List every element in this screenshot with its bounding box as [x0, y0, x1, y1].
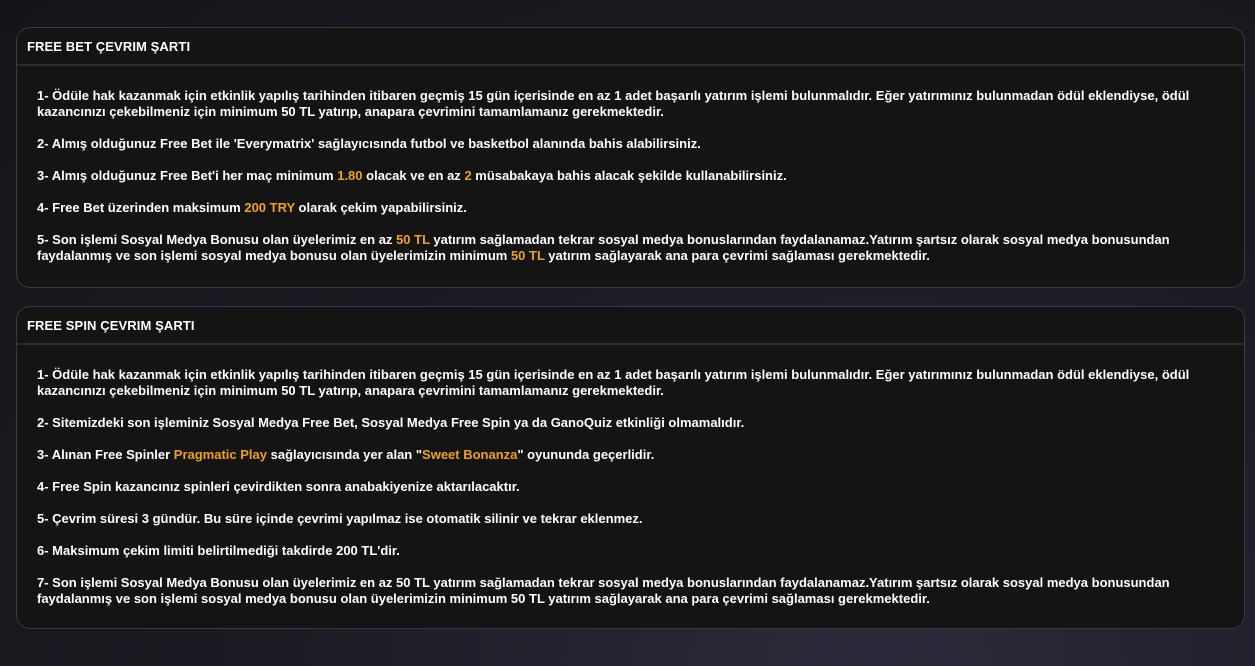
- free-spin-rule-1: 1- Ödüle hak kazanmak için etkinlik yapılış tarihinden itibaren geçmiş 15 gün içerisinde en az 1 adet başarılı yatırım işlemi bulunmalıdır. Eğer yatırımınız bulunmadan ödül eklendiyse, ödül kazancınızı çekebilmeniz için minimum 50 TL yatırıp, anapara çevrimini tamamlamanız gerekmektedir.: [37, 367, 1190, 398]
- max-withdraw-highlight: 200 TRY: [244, 200, 295, 215]
- free-bet-terms-body: [16, 66, 1245, 288]
- free-spin-rule-3: [37, 447, 1224, 463]
- game-name-highlight: Sweet Bonanza: [422, 447, 518, 462]
- rule-text: olacak ve en az: [362, 168, 465, 183]
- free-bet-rule-2: 2- Almış olduğunuz Free Bet ile 'Everymatrix' sağlayıcısında futbol ve basketbol alanında bahis alabilirsiniz.: [37, 136, 701, 151]
- free-spin-rule-7: 7- Son işlemi Sosyal Medya Bonusu olan üyelerimiz en az 50 TL yatırım sağlamadan tekrar sosyal medya bonuslarından faydalanamaz.Yatırım şartsız olarak sosyal medya bonusundan faydalanmış ve son işlemi sosyal medya bonusu olan üyelerimizin minimum 50 TL yatırım sağlayarak ana para çevrimi sağlaması gerekmektedir.: [37, 575, 1170, 606]
- free-bet-rule-4: [37, 200, 1224, 216]
- rule-text: 5- Son işlemi Sosyal Medya Bonusu olan üyelerimiz en az: [37, 232, 397, 247]
- free-bet-terms-panel: [16, 27, 1245, 288]
- rule-text: 3- Almış olduğunuz Free Bet'i her maç minimum: [37, 168, 338, 183]
- rule-text: 3- Alınan Free Spinler: [37, 447, 174, 462]
- free-spin-rule-4: 4- Free Spin kazancınız spinleri çevirdikten sonra anabakiyenize aktarılacaktır.: [37, 479, 520, 494]
- free-spin-terms-title: FREE SPIN ÇEVRIM ŞARTI: [16, 306, 1245, 343]
- free-spin-terms-panel: [16, 306, 1245, 629]
- rule-text: 4- Free Bet üzerinden maksimum: [37, 200, 245, 215]
- rule-text: yatırım sağlamadan tekrar sosyal medya bonuslarından faydalanamaz.Yatırım şartsız olarak sosyal medya bonusundan faydalanmış ve son işlemi sosyal medya bonusu olan üyelerimizin minimum: [37, 232, 1170, 263]
- free-spin-rule-6: 6- Maksimum çekim limiti belirtilmediği takdirde 200 TL'dir.: [37, 543, 400, 558]
- min-deposit-highlight: 50 TL: [396, 232, 430, 247]
- free-spin-rule-5: 5- Çevrim süresi 3 gündür. Bu süre içinde çevrimi yapılmaz ise otomatik silinir ve tekrar eklenmez.: [37, 511, 643, 526]
- rule-text: müsabakaya bahis alacak şekilde kullanabilirsiniz.: [471, 168, 787, 183]
- rule-text: yatırım sağlayarak ana para çevrimi sağlaması gerekmektedir.: [544, 248, 930, 263]
- free-bet-rule-5: [37, 232, 1224, 264]
- free-bet-terms-title: FREE BET ÇEVRIM ŞARTI: [16, 27, 1245, 64]
- free-bet-rule-1: 1- Ödüle hak kazanmak için etkinlik yapılış tarihinden itibaren geçmiş 15 gün içerisinde en az 1 adet başarılı yatırım işlemi bulunmalıdır. Eğer yatırımınız bulunmadan ödül eklendiyse, ödül kazancınızı çekebilmeniz için minimum 50 TL yatırıp, anapara çevrimini tamamlamanız gerekmektedir.: [37, 88, 1190, 119]
- rule-text: sağlayıcısında yer alan ": [267, 447, 423, 462]
- min-deposit-highlight: 50 TL: [510, 248, 545, 263]
- free-spin-rule-2: 2- Sitemizdeki son işleminiz Sosyal Medya Free Bet, Sosyal Medya Free Spin ya da GanoQuiz etkinliği olmamalıdır.: [37, 415, 745, 430]
- min-odds-highlight: 1.80: [337, 168, 363, 183]
- free-spin-terms-body: [16, 345, 1245, 629]
- min-matches-highlight: 2: [464, 168, 472, 183]
- free-bet-rule-3: [37, 168, 1224, 184]
- provider-highlight: Pragmatic Play: [173, 447, 267, 462]
- rule-text: " oyununda geçerlidir.: [517, 447, 655, 462]
- rule-text: olarak çekim yapabilirsiniz.: [294, 200, 467, 215]
